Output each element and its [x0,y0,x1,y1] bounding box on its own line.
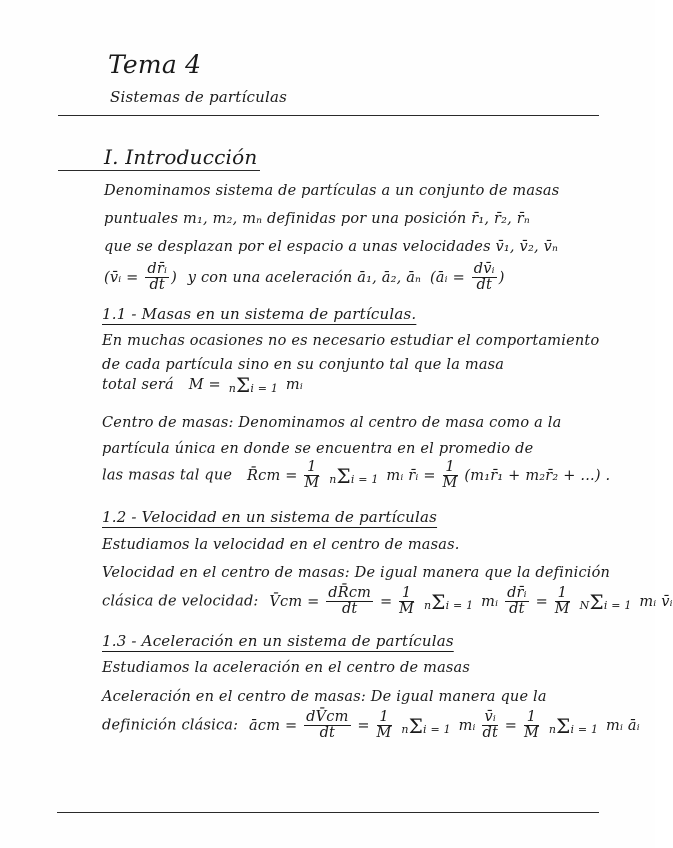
intro-line-3: que se desplazan por el espacio a unas velocidades v̄₁, v̄₂, v̄ₙ [104,239,559,255]
center-mass-line-1: Centro de masas: Denominamos al centro de masa como a la [102,415,562,431]
subsection-heading-1-1: 1.1 - Masas en un sistema de partículas. [102,305,417,323]
masses-line-3: total será M = nΣi = 1 mᵢ [102,373,303,397]
subsection-heading-1-3: 1.3 - Aceleración en un sistema de partículas [102,632,454,650]
masses-line-2: de cada partícula sino en su conjunto tal que la masa [102,357,505,373]
page-title: Tema 4 [108,50,202,79]
center-mass-equation: R̄cm = $\frac{1}{M}$ nΣi = 1 mᵢ r̄ᵢ = $\frac{1}{M}$ (m₁r̄₁ + m₂r̄₂ + ...) . [247,459,611,492]
center-mass-line-3: las masas tal que R̄cm = $\frac{1}{M}$ nΣi = 1 mᵢ r̄ᵢ = $\frac{1}{M}$ (m₁r̄₁ + m₂r̄₂ + ...) . [102,459,611,492]
footer-divider [57,812,599,813]
velocity-line-1: Estudiamos la velocidad en el centro de masas. [102,537,460,553]
header-divider [58,115,599,116]
velocity-line-2: Velocidad en el centro de masas: De igual manera que la definición [102,565,611,581]
center-mass-line-2: partícula única en donde se encuentra en el promedio de [102,441,534,457]
acceleration-definition: (āᵢ = $\frac{\text{dv̄ᵢ}}{dt}$ ) [429,261,505,294]
intro-line-2: puntuales m₁, m₂, mₙ definidas por una posición r̄₁, r̄₂, r̄ₙ [104,211,530,227]
velocity-definition: (v̄ᵢ = $\frac{\text{dr̄ᵢ}}{dt}$ ) [104,261,177,294]
acceleration-line-3: definición clásica: ācm = $\frac{dV̄cm}{dt}$ = $\frac{1}{M}$ nΣi = 1 mᵢ $\frac{\text{v̄ᵢ}}{dt}$ = $\frac{1}{M}$ nΣi = 1 mᵢ āᵢ [102,709,640,742]
intro-line-4 [104,262,505,293]
cm-acceleration-equation: ācm = $\frac{dV̄cm}{dt}$ = $\frac{1}{M}$ nΣi = 1 mᵢ $\frac{\text{v̄ᵢ}}{dt}$ = $\frac{1}{M}$ nΣi = 1 mᵢ āᵢ [249,709,640,742]
page-subtitle: Sistemas de partículas [110,88,287,106]
acceleration-line-2: Aceleración en el centro de masas: De igual manera que la [102,689,547,705]
cm-velocity-equation: V̄cm = $\frac{dR̄cm}{dt}$ = $\frac{1}{M}$ nΣi = 1 mᵢ $\frac{\text{dr̄ᵢ}}{dt}$ = $\frac{1}{M}$ NΣi = 1 mᵢ v̄ᵢ [269,585,673,618]
section-heading-introduccion: I. Introducción [104,145,258,169]
section-divider [58,170,260,171]
total-mass-equation: M = nΣi = 1 mᵢ [188,373,303,397]
masses-line-1: En muchas ocasiones no es necesario estudiar el comportamiento [102,333,600,349]
acceleration-line-1: Estudiamos la aceleración en el centro de masas [102,660,471,676]
subsection-heading-1-2: 1.2 - Velocidad en un sistema de partículas [102,508,438,526]
intro-line-1: Denominamos sistema de partículas a un conjunto de masas [104,183,560,199]
velocity-line-3: clásica de velocidad: V̄cm = $\frac{dR̄cm}{dt}$ = $\frac{1}{M}$ nΣi = 1 mᵢ $\frac{\text{dr̄ᵢ}}{dt}$ = $\frac{1}{M}$ NΣi = 1 mᵢ v̄ᵢ [102,585,673,618]
acceleration-text: y con una aceleración ā₁, ā₂, āₙ [187,269,422,286]
